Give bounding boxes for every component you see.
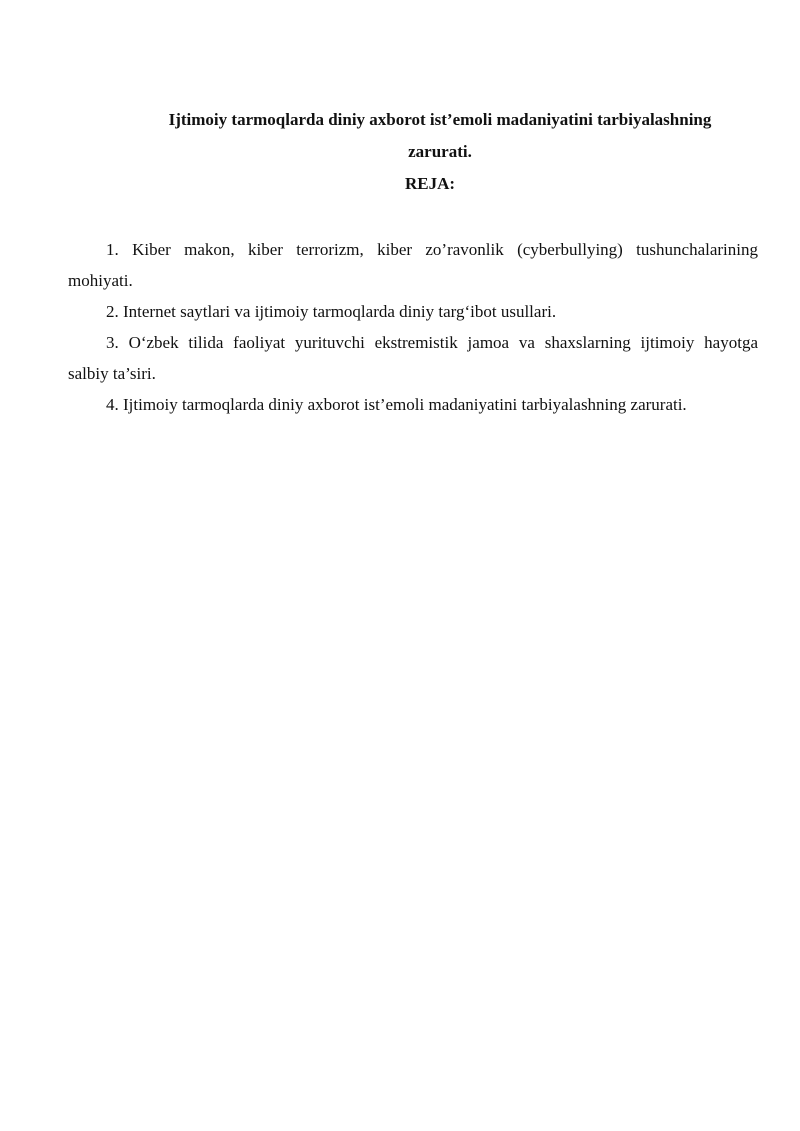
plan-item-2-line-1: 2. Internet saytlari va ijtimoiy tarmoqlarda diniy targ‘ibot usullari.: [106, 302, 557, 321]
title-line-1: Ijtimoiy tarmoqlarda diniy axborot ist’emoli madaniyatini tarbiyalashning: [168, 110, 712, 129]
title-line-2: zarurati.: [408, 142, 472, 161]
plan-item-3-line-1: 3. O‘zbek tilida faoliyat yurituvchi ekstremistik jamoa va shaxslarning ijtimoiy hayotga: [106, 333, 758, 352]
plan-item-1-line-1: 1. Kiber makon, kiber terrorizm, kiber zo’ravonlik (cyberbullying) tushunchalarining: [106, 240, 758, 259]
plan-item-4: [68, 389, 758, 420]
plan-item-4-line-1: 4. Ijtimoiy tarmoqlarda diniy axborot ist’emoli madaniyatini tarbiyalashning zarurati.: [106, 395, 687, 414]
plan-item-1-line-2: mohiyati.: [68, 271, 133, 290]
document-title: [68, 104, 756, 168]
plan-heading: REJA:: [404, 174, 456, 193]
plan-list: [68, 234, 758, 420]
plan-item-3-line-2: salbiy ta’siri.: [68, 364, 156, 383]
plan-item-1: [68, 234, 758, 265]
plan-item-1-continuation: [68, 265, 758, 296]
plan-item-3-continuation: [68, 358, 758, 389]
plan-item-2: [68, 296, 758, 327]
plan-item-3: [68, 327, 758, 358]
